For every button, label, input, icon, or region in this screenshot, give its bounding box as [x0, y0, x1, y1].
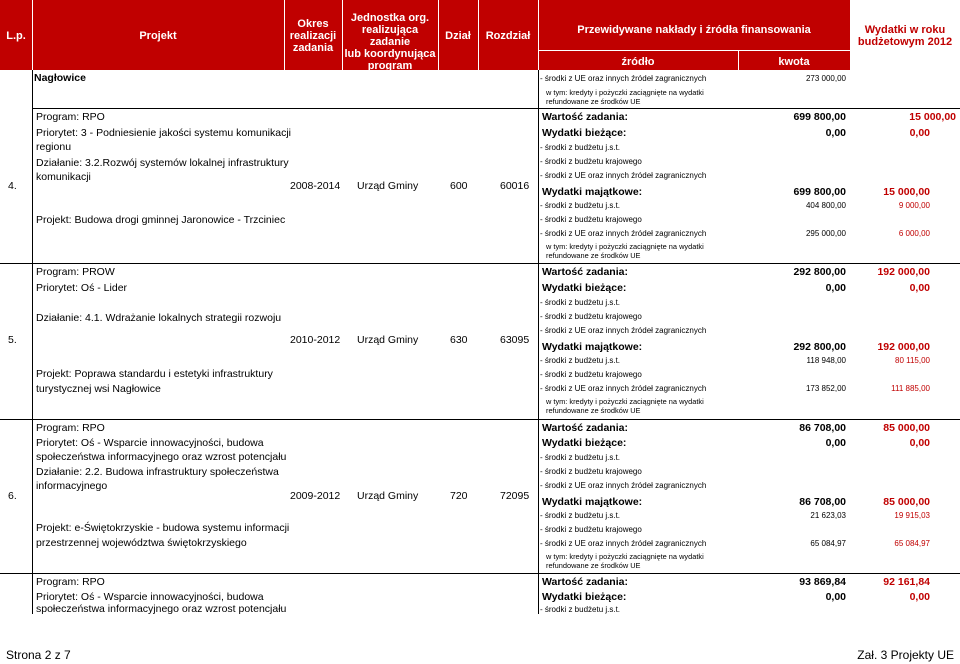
- naglowice-amount: 273 000,00: [805, 74, 846, 83]
- ue-label: - środki z UE oraz innych źródeł zagranicznych: [540, 384, 707, 393]
- ue-amount: 173 852,00: [805, 384, 846, 393]
- grid-line: [0, 573, 960, 574]
- kred-note: w tym: kredyty i pożyczki zaciągnięte na wydatki: [546, 242, 704, 251]
- row-jednostka: Urząd Gminy: [357, 490, 419, 502]
- jst-label: - środki z budżetu j.s.t.: [540, 298, 621, 307]
- majatkowe-amount: 292 800,00: [793, 341, 846, 353]
- jst-label: - środki z budżetu j.s.t.: [540, 201, 621, 210]
- wartosc-label: Wartość zadania:: [542, 576, 628, 588]
- row-projekt: Projekt: Poprawa standardu i estetyki infrastruktury: [36, 368, 273, 380]
- biezace-label: Wydatki bieżące:: [542, 437, 627, 449]
- jst-label: - środki z budżetu j.s.t.: [540, 356, 621, 365]
- majatkowe-year: 192 000,00: [877, 341, 930, 353]
- kraj-label: - środki z budżetu krajowego: [540, 370, 642, 379]
- biezace-amount: 0,00: [825, 282, 846, 294]
- row-projekt: Projekt: e-Świętokrzyskie - budowa systemu informacji: [36, 522, 290, 534]
- attachment-label: Zał. 3 Projekty UE: [857, 648, 954, 662]
- row-lp: 4.: [8, 180, 17, 192]
- row-priorytet: społeczeństwa informacyjnego oraz wzrost potencjału: [36, 603, 287, 615]
- jst-label: - środki z budżetu j.s.t.: [540, 605, 621, 614]
- wartosc-year: 85 000,00: [883, 422, 930, 434]
- wartosc-year: 92 161,84: [883, 576, 930, 588]
- jst-label: - środki z budżetu j.s.t.: [540, 453, 621, 462]
- row-lp: 5.: [8, 334, 17, 346]
- majatkowe-amount: 86 708,00: [799, 496, 846, 508]
- row-priorytet: Priorytet: Oś - Lider: [36, 282, 128, 294]
- row-program: Program: RPO: [36, 422, 105, 434]
- row-priorytet: Priorytet: Oś - Wsparcie innowacyjności, budowa: [36, 437, 264, 449]
- naglowice-source: - środki z UE oraz innych źródeł zagranicznych: [540, 74, 707, 83]
- header-rozdzial: Rozdział: [485, 30, 531, 42]
- jst-amount: 118 948,00: [806, 356, 846, 365]
- kraj-label: - środki z budżetu krajowego: [540, 525, 642, 534]
- biezace-year: 0,00: [909, 282, 930, 294]
- grid-line: [538, 70, 539, 614]
- row-program: Program: PROW: [36, 266, 115, 278]
- kred-note: w tym: kredyty i pożyczki zaciągnięte na wydatki: [546, 552, 704, 561]
- kraj-label: - środki z budżetu krajowego: [540, 312, 642, 321]
- wartosc-amount: 699 800,00: [793, 111, 846, 123]
- row-program: Program: RPO: [36, 111, 105, 123]
- row-jednostka: Urząd Gminy: [357, 334, 419, 346]
- majatkowe-label: Wydatki majątkowe:: [542, 496, 643, 508]
- biezace-year: 0,00: [909, 127, 930, 139]
- biezace-amount: 0,00: [825, 127, 846, 139]
- header-divider: [538, 50, 850, 51]
- row-rozdzial: 72095: [500, 490, 530, 502]
- jst-year: 9 000,00: [898, 201, 930, 210]
- header-kwota: kwota: [778, 56, 810, 68]
- row-jednostka: Urząd Gminy: [357, 180, 419, 192]
- row-rozdzial: 60016: [500, 180, 530, 192]
- jst-amount: 404 800,00: [805, 201, 846, 210]
- ue-year: 65 084,97: [894, 539, 930, 548]
- row-priorytet: Priorytet: 3 - Podniesienie jakości systemu komunikacji: [36, 127, 292, 139]
- row-program: Program: RPO: [36, 576, 105, 588]
- header-divider: [32, 0, 33, 70]
- row-dzial: 720: [450, 490, 468, 502]
- wartosc-label: Wartość zadania:: [542, 111, 628, 123]
- ue-label: - środki z UE oraz innych źródeł zagranicznych: [540, 539, 707, 548]
- jst-label: - środki z budżetu j.s.t.: [540, 143, 621, 152]
- ue-label: - środki z UE oraz innych źródeł zagranicznych: [540, 326, 707, 335]
- header-divider: [538, 0, 539, 70]
- majatkowe-year: 15 000,00: [883, 186, 930, 198]
- wartosc-amount: 86 708,00: [799, 422, 846, 434]
- biezace-amount: 0,00: [825, 591, 846, 603]
- row-dzial: 630: [450, 334, 468, 346]
- row-dzialanie: Działanie: 4.1. Wdrażanie lokalnych strategii rozwoju: [36, 312, 282, 324]
- header-jednostka: Jednostka org. realizująca zadanie lub koordynująca program: [344, 12, 436, 72]
- row-dzialanie: Działanie: 3.2.Rozwój systemów lokalnej infrastruktury: [36, 157, 289, 169]
- majatkowe-year: 85 000,00: [883, 496, 930, 508]
- kraj-label: - środki z budżetu krajowego: [540, 467, 642, 476]
- kraj-label: - środki z budżetu krajowego: [540, 157, 642, 166]
- row-priorytet: Priorytet: Oś - Wsparcie innowacyjności, budowa: [36, 591, 264, 603]
- page-number: Strona 2 z 7: [6, 648, 71, 662]
- kred-note: refundowane ze środków UE: [546, 251, 641, 260]
- row-dzialanie: komunikacji: [36, 171, 91, 183]
- biezace-label: Wydatki bieżące:: [542, 127, 627, 139]
- ue-amount: 65 084,97: [810, 539, 846, 548]
- kraj-label: - środki z budżetu krajowego: [540, 215, 642, 224]
- wartosc-amount: 292 800,00: [793, 266, 846, 278]
- row-okres: 2008-2014: [290, 180, 341, 192]
- header-divider: [284, 0, 285, 70]
- row-lp: 6.: [8, 490, 17, 502]
- majatkowe-label: Wydatki majątkowe:: [542, 186, 643, 198]
- ue-year: 111 885,00: [891, 384, 930, 393]
- ue-label: - środki z UE oraz innych źródeł zagranicznych: [540, 229, 707, 238]
- naglowice-note: w tym: kredyty i pożyczki zaciągnięte na wydatki: [546, 88, 704, 97]
- header-projekt: Projekt: [139, 30, 177, 42]
- wartosc-label: Wartość zadania:: [542, 422, 628, 434]
- header-lp: L.p.: [6, 30, 26, 42]
- biezace-year: 0,00: [909, 591, 930, 603]
- wartosc-label: Wartość zadania:: [542, 266, 628, 278]
- jst-amount: 21 623,03: [810, 511, 846, 520]
- ue-label: - środki z UE oraz innych źródeł zagranicznych: [540, 171, 707, 180]
- majatkowe-label: Wydatki majątkowe:: [542, 341, 643, 353]
- ue-label: - środki z UE oraz innych źródeł zagranicznych: [540, 481, 707, 490]
- row-projekt: turystycznej wsi Nagłowice: [36, 383, 161, 395]
- row-priorytet: regionu: [36, 141, 72, 153]
- header-divider: [342, 0, 343, 70]
- header-zrodlo: źródło: [621, 56, 655, 68]
- grid-line: [32, 108, 960, 109]
- row-dzialanie: informacyjnego: [36, 480, 108, 492]
- row-dzial: 600: [450, 180, 468, 192]
- grid-line: [0, 419, 960, 420]
- jst-year: 80 115,00: [895, 356, 930, 365]
- biezace-label: Wydatki bieżące:: [542, 591, 627, 603]
- majatkowe-amount: 699 800,00: [793, 186, 846, 198]
- biezace-amount: 0,00: [825, 437, 846, 449]
- header-okres: Okres realizacji zadania: [289, 18, 337, 54]
- wartosc-year: 192 000,00: [877, 266, 930, 278]
- wartosc-amount: 93 869,84: [799, 576, 846, 588]
- kred-note: refundowane ze środków UE: [546, 561, 641, 570]
- biezace-label: Wydatki bieżące:: [542, 282, 627, 294]
- jst-label: - środki z budżetu j.s.t.: [540, 511, 621, 520]
- ue-amount: 295 000,00: [805, 229, 846, 238]
- row-okres: 2009-2012: [290, 490, 341, 502]
- row-okres: 2010-2012: [290, 334, 341, 346]
- header-wydatki: Wydatki w roku budżetowym 2012: [857, 24, 953, 48]
- header-przewidywane: Przewidywane nakłady i źródła finansowania: [577, 24, 811, 36]
- naglowice-label: Nagłowice: [34, 72, 86, 84]
- row-priorytet: społeczeństwa informacyjnego oraz wzrost potencjału: [36, 451, 287, 463]
- row-projekt: przestrzennej województwa świętokrzyskiego: [36, 537, 247, 549]
- naglowice-note: refundowane ze środków UE: [546, 97, 641, 106]
- header-divider: [738, 50, 739, 70]
- row-projekt: Projekt: Budowa drogi gminnej Jaronowice - Trzciniec: [36, 214, 286, 226]
- jst-year: 19 915,03: [894, 511, 930, 520]
- row-dzialanie: Działanie: 2.2. Budowa infrastruktury społeczeństwa: [36, 466, 279, 478]
- ue-year: 6 000,00: [898, 229, 930, 238]
- wartosc-year: 15 000,00: [909, 111, 956, 123]
- kred-note: refundowane ze środków UE: [546, 406, 641, 415]
- header-dzial: Dział: [445, 30, 471, 42]
- kred-note: w tym: kredyty i pożyczki zaciągnięte na wydatki: [546, 397, 704, 406]
- header-divider: [478, 0, 479, 70]
- grid-line: [0, 263, 960, 264]
- header-divider: [438, 0, 439, 70]
- grid-line: [32, 70, 33, 614]
- biezace-year: 0,00: [909, 437, 930, 449]
- row-rozdzial: 63095: [500, 334, 530, 346]
